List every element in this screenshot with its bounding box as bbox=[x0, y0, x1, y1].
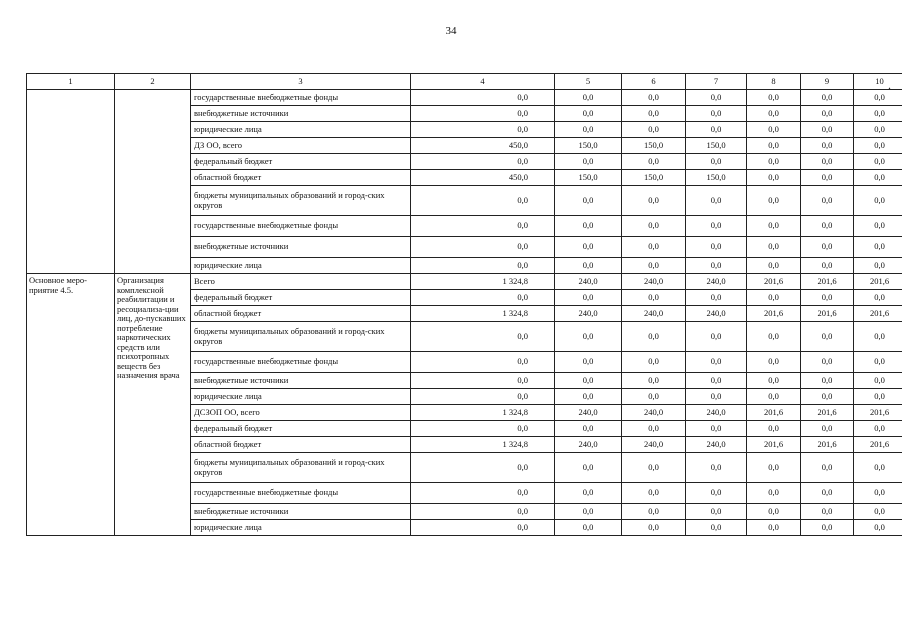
value-cell: 201,6 bbox=[747, 306, 801, 322]
value-cell: 0,0 bbox=[747, 453, 801, 483]
value-cell: 240,0 bbox=[622, 437, 686, 453]
value-cell: 0,0 bbox=[622, 290, 686, 306]
value-cell: 240,0 bbox=[686, 405, 747, 421]
value-cell: 0,0 bbox=[411, 504, 555, 520]
value-cell: 201,6 bbox=[801, 405, 854, 421]
value-cell: 0,0 bbox=[801, 170, 854, 186]
value-cell: 0,0 bbox=[622, 453, 686, 483]
value-cell: 0,0 bbox=[854, 389, 902, 405]
value-cell: 0,0 bbox=[686, 154, 747, 170]
value-cell: 0,0 bbox=[854, 352, 902, 373]
value-cell: 0,0 bbox=[747, 186, 801, 216]
value-cell: 0,0 bbox=[555, 154, 622, 170]
value-cell: 240,0 bbox=[555, 274, 622, 290]
funding-source-cell: Всего bbox=[191, 274, 411, 290]
value-cell: 150,0 bbox=[555, 170, 622, 186]
value-cell: 0,0 bbox=[555, 421, 622, 437]
column-header: 1 bbox=[27, 74, 115, 90]
value-cell: 0,0 bbox=[747, 138, 801, 154]
value-cell: 0,0 bbox=[622, 90, 686, 106]
value-cell: 0,0 bbox=[411, 186, 555, 216]
column-header: 9 bbox=[801, 74, 854, 90]
value-cell: 150,0 bbox=[622, 138, 686, 154]
value-cell: 0,0 bbox=[411, 389, 555, 405]
value-cell: 240,0 bbox=[622, 405, 686, 421]
value-cell: 201,6 bbox=[801, 306, 854, 322]
value-cell: 0,0 bbox=[555, 122, 622, 138]
value-cell: 0,0 bbox=[411, 453, 555, 483]
value-cell: 0,0 bbox=[555, 237, 622, 258]
value-cell: 240,0 bbox=[686, 437, 747, 453]
value-cell: 0,0 bbox=[801, 322, 854, 352]
value-cell: 0,0 bbox=[747, 483, 801, 504]
value-cell: 0,0 bbox=[747, 237, 801, 258]
value-cell: 0,0 bbox=[686, 186, 747, 216]
value-cell: 0,0 bbox=[854, 520, 902, 536]
value-cell: 0,0 bbox=[622, 122, 686, 138]
value-cell: 0,0 bbox=[555, 389, 622, 405]
value-cell: 0,0 bbox=[801, 373, 854, 389]
value-cell: 201,6 bbox=[801, 437, 854, 453]
funding-source-cell: юридические лица bbox=[191, 389, 411, 405]
value-cell: 0,0 bbox=[747, 421, 801, 437]
value-cell: 0,0 bbox=[411, 520, 555, 536]
value-cell: 0,0 bbox=[411, 237, 555, 258]
column-header: 8 bbox=[747, 74, 801, 90]
value-cell: 150,0 bbox=[686, 138, 747, 154]
value-cell: 0,0 bbox=[747, 322, 801, 352]
margin-mark: . bbox=[888, 78, 891, 92]
value-cell: 201,6 bbox=[854, 437, 902, 453]
value-cell: 0,0 bbox=[411, 290, 555, 306]
value-cell: 240,0 bbox=[555, 437, 622, 453]
value-cell: 0,0 bbox=[854, 106, 902, 122]
measure-cell: Основное меро-приятие 4.5. bbox=[27, 274, 115, 536]
value-cell: 0,0 bbox=[801, 453, 854, 483]
page-number: 34 bbox=[445, 25, 457, 37]
value-cell: 0,0 bbox=[747, 352, 801, 373]
value-cell: 0,0 bbox=[686, 520, 747, 536]
value-cell: 0,0 bbox=[747, 373, 801, 389]
value-cell: 0,0 bbox=[801, 106, 854, 122]
measure-description-cell bbox=[115, 90, 191, 274]
value-cell: 0,0 bbox=[555, 352, 622, 373]
column-header: 6 bbox=[622, 74, 686, 90]
value-cell: 0,0 bbox=[801, 138, 854, 154]
value-cell: 0,0 bbox=[686, 352, 747, 373]
value-cell: 0,0 bbox=[854, 453, 902, 483]
funding-source-cell: областной бюджет bbox=[191, 306, 411, 322]
funding-source-cell: юридические лица bbox=[191, 520, 411, 536]
value-cell: 0,0 bbox=[686, 504, 747, 520]
value-cell: 0,0 bbox=[686, 322, 747, 352]
value-cell: 0,0 bbox=[622, 322, 686, 352]
value-cell: 240,0 bbox=[686, 274, 747, 290]
value-cell: 0,0 bbox=[555, 322, 622, 352]
measure-description-cell: Организация комплексной реабилитации и ресоциализа-ции лиц, до-пускавших потребление наркотических средств или психотропных веществ без назначения врача bbox=[115, 274, 191, 536]
value-cell: 0,0 bbox=[801, 421, 854, 437]
value-cell: 0,0 bbox=[686, 216, 747, 237]
table-row bbox=[27, 90, 902, 106]
column-header: 2 bbox=[115, 74, 191, 90]
funding-source-cell: государственные внебюджетные фонды bbox=[191, 216, 411, 237]
value-cell: 0,0 bbox=[747, 520, 801, 536]
value-cell: 0,0 bbox=[555, 290, 622, 306]
funding-source-cell: областной бюджет bbox=[191, 437, 411, 453]
value-cell: 450,0 bbox=[411, 170, 555, 186]
column-header: 3 bbox=[191, 74, 411, 90]
value-cell: 0,0 bbox=[747, 154, 801, 170]
table-row bbox=[27, 274, 902, 290]
value-cell: 0,0 bbox=[854, 138, 902, 154]
value-cell: 0,0 bbox=[854, 122, 902, 138]
value-cell: 0,0 bbox=[411, 352, 555, 373]
value-cell: 0,0 bbox=[747, 106, 801, 122]
value-cell: 0,0 bbox=[801, 122, 854, 138]
value-cell: 201,6 bbox=[747, 405, 801, 421]
funding-source-cell: внебюджетные источники bbox=[191, 237, 411, 258]
value-cell: 0,0 bbox=[747, 290, 801, 306]
value-cell: 0,0 bbox=[854, 237, 902, 258]
value-cell: 0,0 bbox=[747, 216, 801, 237]
value-cell: 0,0 bbox=[622, 237, 686, 258]
value-cell: 201,6 bbox=[854, 274, 902, 290]
value-cell: 0,0 bbox=[686, 389, 747, 405]
value-cell: 201,6 bbox=[854, 405, 902, 421]
value-cell: 0,0 bbox=[411, 483, 555, 504]
value-cell: 0,0 bbox=[854, 483, 902, 504]
value-cell: 0,0 bbox=[555, 90, 622, 106]
value-cell: 0,0 bbox=[555, 483, 622, 504]
value-cell: 0,0 bbox=[622, 154, 686, 170]
value-cell: 0,0 bbox=[622, 504, 686, 520]
value-cell: 1 324,8 bbox=[411, 405, 555, 421]
value-cell: 0,0 bbox=[622, 352, 686, 373]
value-cell: 240,0 bbox=[555, 306, 622, 322]
value-cell: 0,0 bbox=[801, 504, 854, 520]
value-cell: 0,0 bbox=[801, 290, 854, 306]
funding-source-cell: государственные внебюджетные фонды bbox=[191, 352, 411, 373]
value-cell: 0,0 bbox=[854, 373, 902, 389]
column-header: 7 bbox=[686, 74, 747, 90]
funding-source-cell: областной бюджет bbox=[191, 170, 411, 186]
value-cell: 0,0 bbox=[854, 290, 902, 306]
value-cell: 0,0 bbox=[411, 373, 555, 389]
value-cell: 150,0 bbox=[622, 170, 686, 186]
funding-source-cell: внебюджетные источники bbox=[191, 373, 411, 389]
value-cell: 0,0 bbox=[411, 216, 555, 237]
value-cell: 0,0 bbox=[622, 186, 686, 216]
table-header-row bbox=[27, 74, 902, 90]
value-cell: 450,0 bbox=[411, 138, 555, 154]
value-cell: 0,0 bbox=[622, 373, 686, 389]
value-cell: 1 324,8 bbox=[411, 306, 555, 322]
value-cell: 1 324,8 bbox=[411, 437, 555, 453]
column-header: 10 bbox=[854, 74, 902, 90]
value-cell: 0,0 bbox=[747, 90, 801, 106]
value-cell: 0,0 bbox=[854, 421, 902, 437]
value-cell: 0,0 bbox=[686, 453, 747, 483]
value-cell: 0,0 bbox=[747, 170, 801, 186]
funding-source-cell: государственные внебюджетные фонды bbox=[191, 90, 411, 106]
value-cell: 0,0 bbox=[622, 520, 686, 536]
value-cell: 0,0 bbox=[555, 520, 622, 536]
value-cell: 0,0 bbox=[747, 258, 801, 274]
value-cell: 0,0 bbox=[686, 483, 747, 504]
value-cell: 240,0 bbox=[622, 306, 686, 322]
value-cell: 0,0 bbox=[622, 258, 686, 274]
value-cell: 150,0 bbox=[555, 138, 622, 154]
value-cell: 0,0 bbox=[801, 216, 854, 237]
value-cell: 0,0 bbox=[555, 106, 622, 122]
funding-source-cell: внебюджетные источники bbox=[191, 106, 411, 122]
funding-source-cell: федеральный бюджет bbox=[191, 154, 411, 170]
value-cell: 0,0 bbox=[622, 483, 686, 504]
table-body bbox=[27, 90, 902, 536]
measure-cell bbox=[27, 90, 115, 274]
value-cell: 0,0 bbox=[555, 453, 622, 483]
value-cell: 240,0 bbox=[622, 274, 686, 290]
value-cell: 0,0 bbox=[854, 216, 902, 237]
value-cell: 201,6 bbox=[747, 274, 801, 290]
value-cell: 1 324,8 bbox=[411, 274, 555, 290]
value-cell: 0,0 bbox=[411, 106, 555, 122]
value-cell: 0,0 bbox=[801, 154, 854, 170]
value-cell: 0,0 bbox=[622, 106, 686, 122]
value-cell: 0,0 bbox=[854, 154, 902, 170]
funding-source-cell: бюджеты муниципальных образований и город-ских округов bbox=[191, 322, 411, 352]
funding-source-cell: бюджеты муниципальных образований и город-ских округов bbox=[191, 453, 411, 483]
funding-source-cell: ДСЗОП ОО, всего bbox=[191, 405, 411, 421]
value-cell: 150,0 bbox=[686, 170, 747, 186]
value-cell: 0,0 bbox=[854, 90, 902, 106]
value-cell: 0,0 bbox=[686, 258, 747, 274]
value-cell: 0,0 bbox=[801, 186, 854, 216]
value-cell: 0,0 bbox=[555, 258, 622, 274]
value-cell: 0,0 bbox=[686, 290, 747, 306]
value-cell: 0,0 bbox=[801, 483, 854, 504]
value-cell: 0,0 bbox=[854, 322, 902, 352]
value-cell: 0,0 bbox=[411, 421, 555, 437]
value-cell: 0,0 bbox=[686, 373, 747, 389]
value-cell: 0,0 bbox=[411, 122, 555, 138]
value-cell: 0,0 bbox=[411, 258, 555, 274]
funding-source-cell: ДЗ ОО, всего bbox=[191, 138, 411, 154]
value-cell: 240,0 bbox=[555, 405, 622, 421]
value-cell: 0,0 bbox=[686, 106, 747, 122]
value-cell: 0,0 bbox=[686, 421, 747, 437]
value-cell: 240,0 bbox=[686, 306, 747, 322]
value-cell: 0,0 bbox=[555, 504, 622, 520]
value-cell: 0,0 bbox=[686, 90, 747, 106]
value-cell: 0,0 bbox=[622, 421, 686, 437]
value-cell: 0,0 bbox=[411, 154, 555, 170]
budget-table bbox=[26, 73, 902, 536]
value-cell: 0,0 bbox=[747, 122, 801, 138]
value-cell: 0,0 bbox=[411, 90, 555, 106]
funding-source-cell: бюджеты муниципальных образований и город-ских округов bbox=[191, 186, 411, 216]
value-cell: 0,0 bbox=[555, 373, 622, 389]
value-cell: 0,0 bbox=[747, 504, 801, 520]
funding-source-cell: государственные внебюджетные фонды bbox=[191, 483, 411, 504]
value-cell: 0,0 bbox=[555, 186, 622, 216]
column-header: 4 bbox=[411, 74, 555, 90]
value-cell: 0,0 bbox=[801, 389, 854, 405]
value-cell: 0,0 bbox=[686, 237, 747, 258]
value-cell: 0,0 bbox=[801, 258, 854, 274]
value-cell: 201,6 bbox=[801, 274, 854, 290]
value-cell: 0,0 bbox=[411, 322, 555, 352]
funding-source-cell: внебюджетные источники bbox=[191, 504, 411, 520]
funding-source-cell: федеральный бюджет bbox=[191, 290, 411, 306]
value-cell: 0,0 bbox=[801, 237, 854, 258]
value-cell: 0,0 bbox=[686, 122, 747, 138]
value-cell: 0,0 bbox=[747, 389, 801, 405]
value-cell: 0,0 bbox=[622, 389, 686, 405]
value-cell: 0,0 bbox=[854, 170, 902, 186]
value-cell: 0,0 bbox=[801, 520, 854, 536]
value-cell: 0,0 bbox=[801, 90, 854, 106]
value-cell: 0,0 bbox=[555, 216, 622, 237]
column-header: 5 bbox=[555, 74, 622, 90]
value-cell: 0,0 bbox=[854, 186, 902, 216]
value-cell: 0,0 bbox=[854, 258, 902, 274]
value-cell: 0,0 bbox=[622, 216, 686, 237]
funding-source-cell: федеральный бюджет bbox=[191, 421, 411, 437]
value-cell: 201,6 bbox=[854, 306, 902, 322]
value-cell: 0,0 bbox=[801, 352, 854, 373]
funding-source-cell: юридические лица bbox=[191, 122, 411, 138]
value-cell: 0,0 bbox=[854, 504, 902, 520]
value-cell: 201,6 bbox=[747, 437, 801, 453]
funding-source-cell: юридические лица bbox=[191, 258, 411, 274]
